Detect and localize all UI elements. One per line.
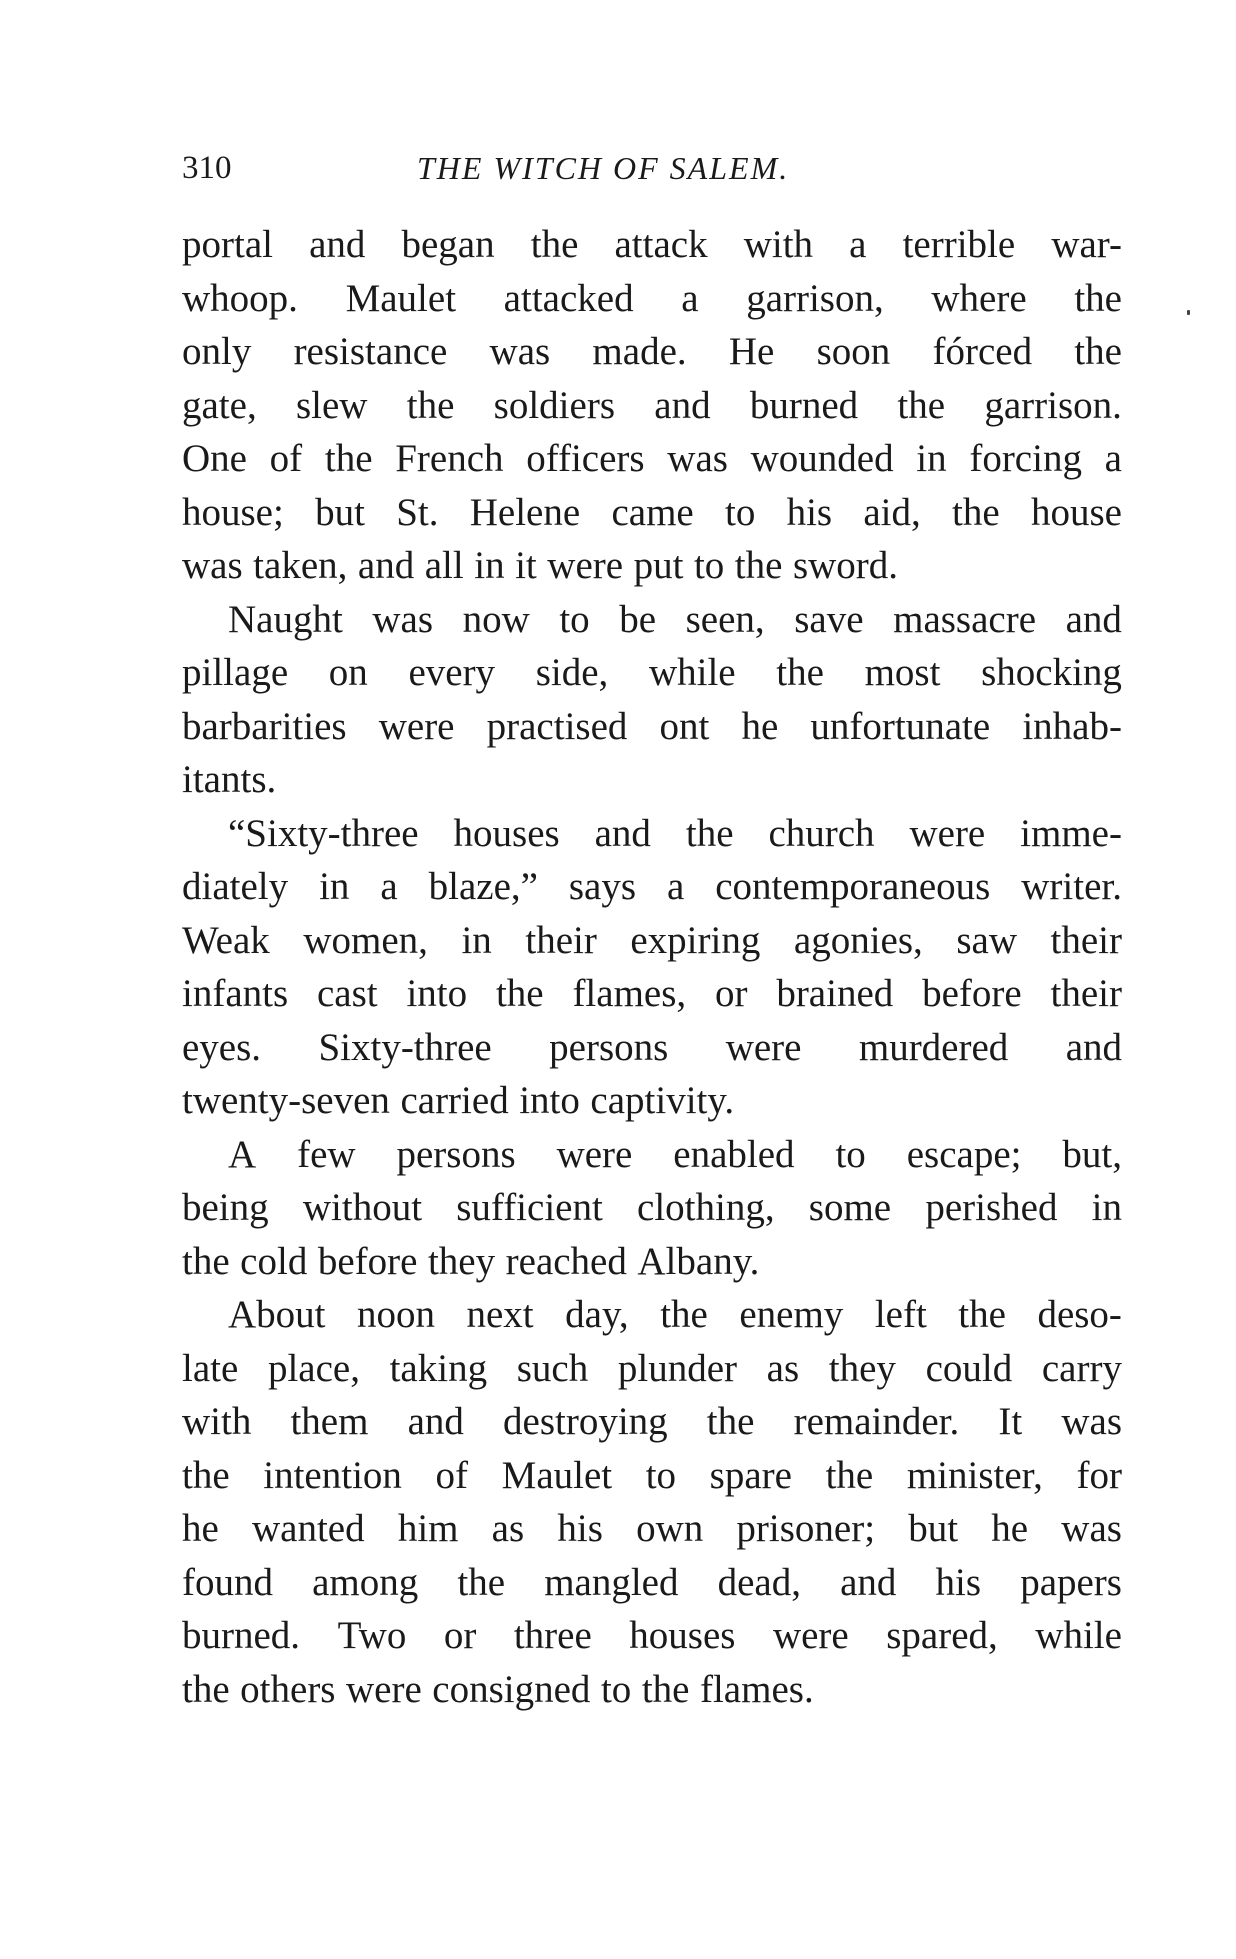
text-line: burned. Two or three houses were spared, while: [182, 1614, 1122, 1657]
text-line: was taken, and all in it were put to the sword.: [182, 544, 899, 587]
page-number: 310: [182, 150, 232, 186]
text-line: with them and destroying the remainder. It was: [182, 1400, 1122, 1443]
text-line: the cold before they reached Albany.: [182, 1239, 760, 1283]
paragraph: [182, 1128, 1122, 1289]
text-line: itants.: [182, 758, 277, 801]
text-line: found among the mangled dead, and his papers: [182, 1560, 1122, 1604]
paragraph: [182, 593, 1122, 807]
text-line: barbarities were practised ont he unfortunate inhab-: [182, 704, 1122, 748]
text-line: whoop. Maulet attacked a garrison, where the: [182, 276, 1122, 320]
text-line: twenty-seven carried into captivity.: [182, 1079, 735, 1122]
text-line: A few persons were enabled to escape; but,: [228, 1132, 1122, 1176]
text-line: the others were consigned to the flames.: [182, 1667, 814, 1711]
text-line: gate, slew the soldiers and burned the garrison.: [182, 383, 1122, 427]
text-line: Naught was now to be seen, save massacre and: [228, 597, 1122, 641]
text-line: “Sixty-three houses and the church were imme-: [228, 811, 1122, 855]
text-line: Weak women, in their expiring agonies, saw their: [182, 918, 1122, 962]
text-line: he wanted him as his own prisoner; but he was: [182, 1507, 1122, 1550]
text-line: infants cast into the flames, or brained before their: [182, 972, 1122, 1015]
text-line: the intention of Maulet to spare the minister, for: [182, 1453, 1122, 1497]
text-line: portal and began the attack with a terrible war-: [182, 223, 1122, 266]
text-line: house; but St. Helene came to his aid, the house: [182, 490, 1122, 534]
text-line: One of the French officers was wounded in forcing a: [182, 437, 1122, 480]
running-head: [182, 150, 1122, 190]
body-text: [182, 218, 1122, 1716]
text-line: only resistance was made. He soon fórced the: [182, 330, 1122, 373]
text-line: eyes. Sixty-three persons were murdered and: [182, 1025, 1122, 1069]
text-line: pillage on every side, while the most shocking: [182, 651, 1122, 694]
running-title: THE WITCH OF SALEM.: [417, 150, 790, 186]
text-line: late place, taking such plunder as they could carry: [182, 1346, 1122, 1390]
margin-speck: [1187, 310, 1190, 315]
text-line: being without sufficient clothing, some perished in: [182, 1186, 1122, 1229]
paragraph: [182, 1288, 1122, 1716]
text-line: diately in a blaze,” says a contemporaneous writer.: [182, 865, 1122, 908]
paragraph: [182, 807, 1122, 1128]
text-line: About noon next day, the enemy left the deso-: [228, 1293, 1122, 1336]
paragraph: [182, 218, 1122, 593]
